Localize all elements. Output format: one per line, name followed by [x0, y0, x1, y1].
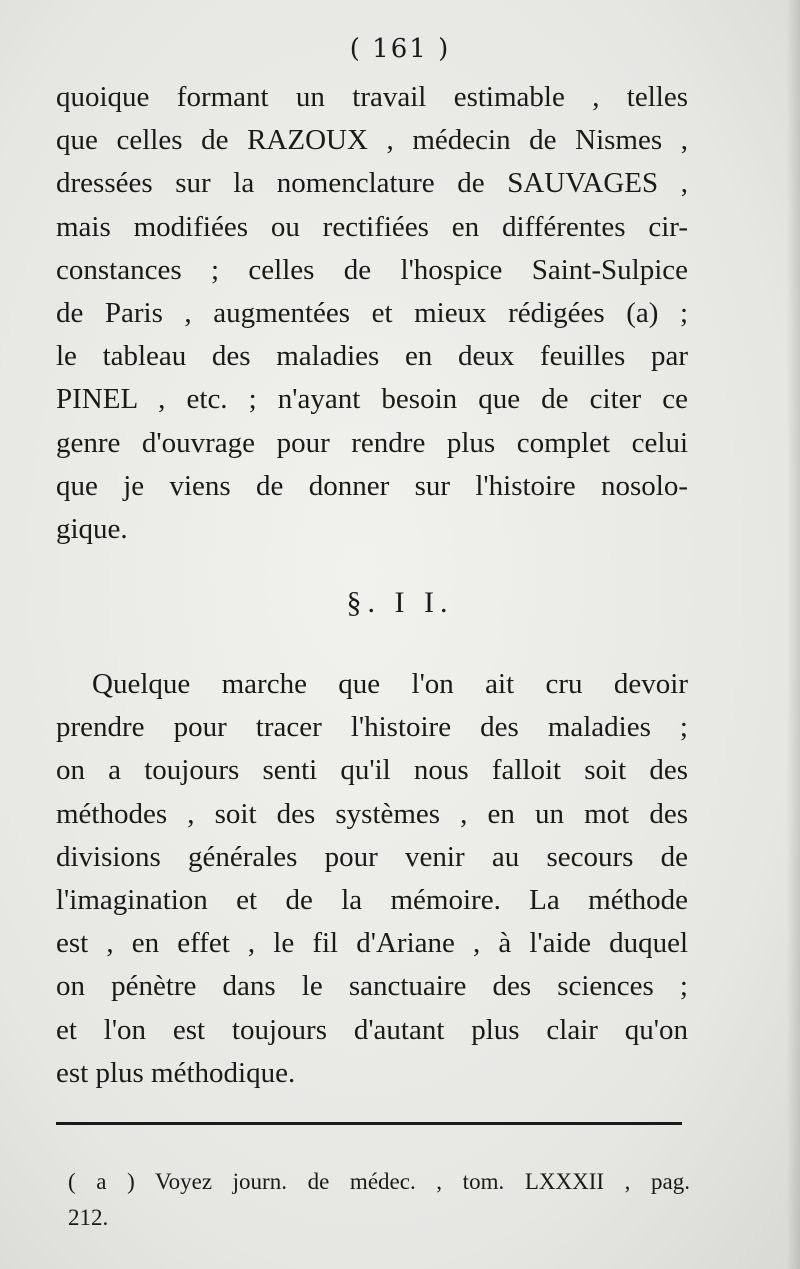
- text-line: quoique formant un travail estimable , telles: [56, 81, 688, 113]
- text-line: de Paris , augmentées et mieux rédigées (a) ;: [56, 297, 688, 330]
- text-line: PINEL , etc. ; n'ayant besoin que de citer ce: [56, 383, 688, 416]
- section-heading: §. I I.: [346, 586, 454, 619]
- paragraph-1: [56, 76, 688, 551]
- text-line: on a toujours senti qu'il nous falloit soit des: [56, 754, 688, 787]
- text-line: est plus méthodique.: [56, 1056, 296, 1089]
- text-line: dressées sur la nomenclature de SAUVAGES ,: [56, 167, 688, 200]
- text-line: le tableau des maladies en deux feuilles par: [56, 340, 688, 373]
- text-line: l'imagination et de la mémoire. La méthode: [56, 884, 688, 917]
- text-line: constances ; celles de l'hospice Saint-Sulpice: [56, 253, 688, 286]
- text-line: que celles de RAZOUX , médecin de Nismes ,: [56, 124, 688, 157]
- page-number: ( 161 ): [349, 34, 451, 64]
- text-line: est , en effet , le fil d'Ariane , à l'aide duquel: [56, 927, 688, 960]
- text-line: méthodes , soit des systèmes , en un mot des: [56, 797, 688, 830]
- text-line: et l'on est toujours d'autant plus clair qu'on: [56, 1013, 688, 1046]
- text-line: Quelque marche que l'on ait cru devoir: [92, 668, 688, 700]
- footnote-rule: [56, 1122, 682, 1125]
- text-line: que je viens de donner sur l'histoire nosolo-: [56, 469, 688, 502]
- text-line: gique.: [56, 513, 128, 546]
- text-line: on pénètre dans le sanctuaire des sciences ;: [56, 970, 688, 1003]
- text-line: divisions générales pour venir au secours de: [56, 840, 688, 873]
- paragraph-2: [56, 663, 688, 1095]
- text-line: genre d'ouvrage pour rendre plus complet celui: [56, 426, 688, 459]
- footnote: [68, 1164, 690, 1236]
- footnote-line: 212.: [68, 1205, 109, 1230]
- text-line: prendre pour tracer l'histoire des maladies ;: [56, 711, 688, 744]
- text-line: mais modifiées ou rectifiées en différentes cir-: [56, 210, 688, 243]
- footnote-line: ( a ) Voyez journ. de médec. , tom. LXXXII , pag.: [68, 1169, 690, 1194]
- page-edge-shadow: [786, 0, 800, 1269]
